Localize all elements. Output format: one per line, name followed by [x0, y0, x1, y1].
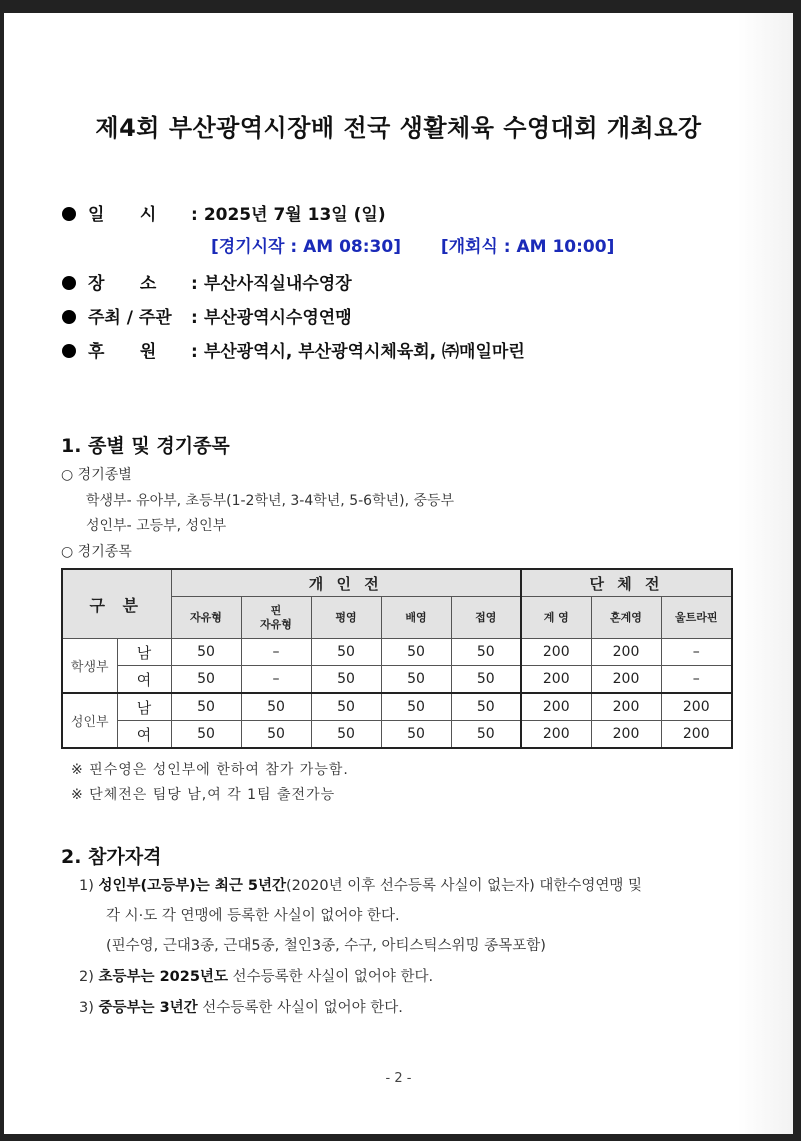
table-cell: 50 — [381, 721, 451, 749]
match-start-time: [경기시작 : AM 08:30] — [211, 237, 401, 257]
col-header-fin-freestyle: 핀 자유형 — [241, 597, 311, 639]
table-row — [62, 721, 732, 749]
opening-ceremony-time: [개회식 : AM 10:00] — [440, 237, 615, 257]
gender-cell: 남 — [117, 639, 171, 666]
table-row — [62, 693, 732, 721]
info-sponsor: 후 원 : 부산광역시, 부산광역시체육회, ㈜매일마린 — [62, 337, 525, 362]
table-cell: 200 — [661, 721, 732, 749]
table-cell: 50 — [381, 639, 451, 666]
eligibility-item-3: 3) 중등부는 3년간 선수등록한 사실이 없어야 한다. — [79, 1000, 403, 1016]
info-venue: 장 소 : 부산사직실내수영장 — [62, 269, 352, 294]
table-cell: 200 — [591, 639, 661, 666]
table-cell: – — [661, 666, 732, 694]
table-cell: 50 — [381, 693, 451, 721]
gender-cell: 여 — [117, 666, 171, 694]
bullet-icon — [62, 207, 76, 221]
info-date: 일 시 : 2025년 7월 13일 (일) — [62, 200, 386, 225]
note-team-events: ※ 단체전은 팀당 남,여 각 1팀 출전가능 — [71, 787, 336, 803]
table-cell: 200 — [521, 639, 591, 666]
col-header-backstroke: 배영 — [381, 597, 451, 639]
col-header-medley-relay: 혼계영 — [591, 597, 661, 639]
table-cell: 50 — [311, 639, 381, 666]
team-events-header: 단 체 전 — [521, 569, 732, 597]
gender-cell: 남 — [117, 693, 171, 721]
table-cell: 200 — [661, 693, 732, 721]
table-cell: 200 — [591, 693, 661, 721]
table-corner-header: 구 분 — [62, 569, 171, 639]
document-title: 제4회 부산광역시장배 전국 생활체육 수영대회 개최요강 — [95, 114, 702, 142]
eligibility-item-1-cont: 각 시·도 각 연맹에 등록한 사실이 없어야 한다. — [106, 908, 400, 924]
table-row — [62, 666, 732, 694]
table-cell: 50 — [241, 721, 311, 749]
page-number: - 2 - — [385, 1071, 412, 1086]
eligibility-item-2: 2) 초등부는 2025년도 선수등록한 사실이 없어야 한다. — [79, 969, 434, 985]
student-categories: 학생부- 유아부, 초등부(1-2학년, 3-4학년, 5-6학년), 중등부 — [86, 493, 455, 509]
table-cell: 50 — [171, 721, 241, 749]
info-times — [211, 232, 614, 257]
table-cell: 50 — [311, 693, 381, 721]
table-cell: – — [241, 666, 311, 694]
table-cell: – — [661, 639, 732, 666]
section-heading-events: 1. 종별 및 경기종목 — [61, 435, 230, 457]
eligibility-item-1: 1) 성인부(고등부)는 최근 5년간(2020년 이후 선수등록 사실이 없는자) 대한수영연맹 및 — [79, 878, 643, 894]
table-cell: 200 — [521, 721, 591, 749]
events-table — [61, 568, 733, 749]
section-heading-eligibility: 2. 참가자격 — [61, 846, 162, 868]
table-cell: 200 — [521, 693, 591, 721]
group-adult: 성인부 — [62, 693, 117, 748]
categories-label: ○ 경기종별 — [61, 467, 132, 483]
table-cell: 50 — [171, 693, 241, 721]
table-cell: 50 — [451, 639, 521, 666]
bullet-icon — [62, 276, 76, 290]
col-header-butterfly: 접영 — [451, 597, 521, 639]
table-cell: 50 — [171, 639, 241, 666]
table-cell: 50 — [451, 666, 521, 694]
col-header-relay: 계 영 — [521, 597, 591, 639]
table-cell: 50 — [451, 721, 521, 749]
table-row — [62, 639, 732, 666]
table-cell: 200 — [591, 666, 661, 694]
table-cell: 50 — [171, 666, 241, 694]
table-cell: 200 — [521, 666, 591, 694]
table-cell: – — [241, 639, 311, 666]
eligibility-item-1-note: (핀수영, 근대3종, 근대5종, 철인3종, 수구, 아티스틱스위밍 종목포함) — [106, 938, 546, 954]
individual-events-header: 개 인 전 — [171, 569, 521, 597]
events-label: ○ 경기종목 — [61, 544, 132, 560]
bullet-icon — [62, 344, 76, 358]
info-host: 주최 / 주관 : 부산광역시수영연맹 — [62, 303, 352, 328]
table-cell: 50 — [381, 666, 451, 694]
table-cell: 50 — [311, 721, 381, 749]
adult-categories: 성인부- 고등부, 성인부 — [86, 518, 227, 534]
bullet-icon — [62, 310, 76, 324]
note-fin-swimming: ※ 핀수영은 성인부에 한하여 참가 가능함. — [71, 762, 349, 778]
col-header-breaststroke: 평영 — [311, 597, 381, 639]
gender-cell: 여 — [117, 721, 171, 749]
table-cell: 50 — [311, 666, 381, 694]
table-cell: 50 — [451, 693, 521, 721]
table-cell: 200 — [591, 721, 661, 749]
col-header-ultra-fin: 울트라핀 — [661, 597, 732, 639]
document-page — [4, 13, 793, 1134]
table-cell: 50 — [241, 693, 311, 721]
col-header-freestyle: 자유형 — [171, 597, 241, 639]
group-student: 학생부 — [62, 639, 117, 694]
